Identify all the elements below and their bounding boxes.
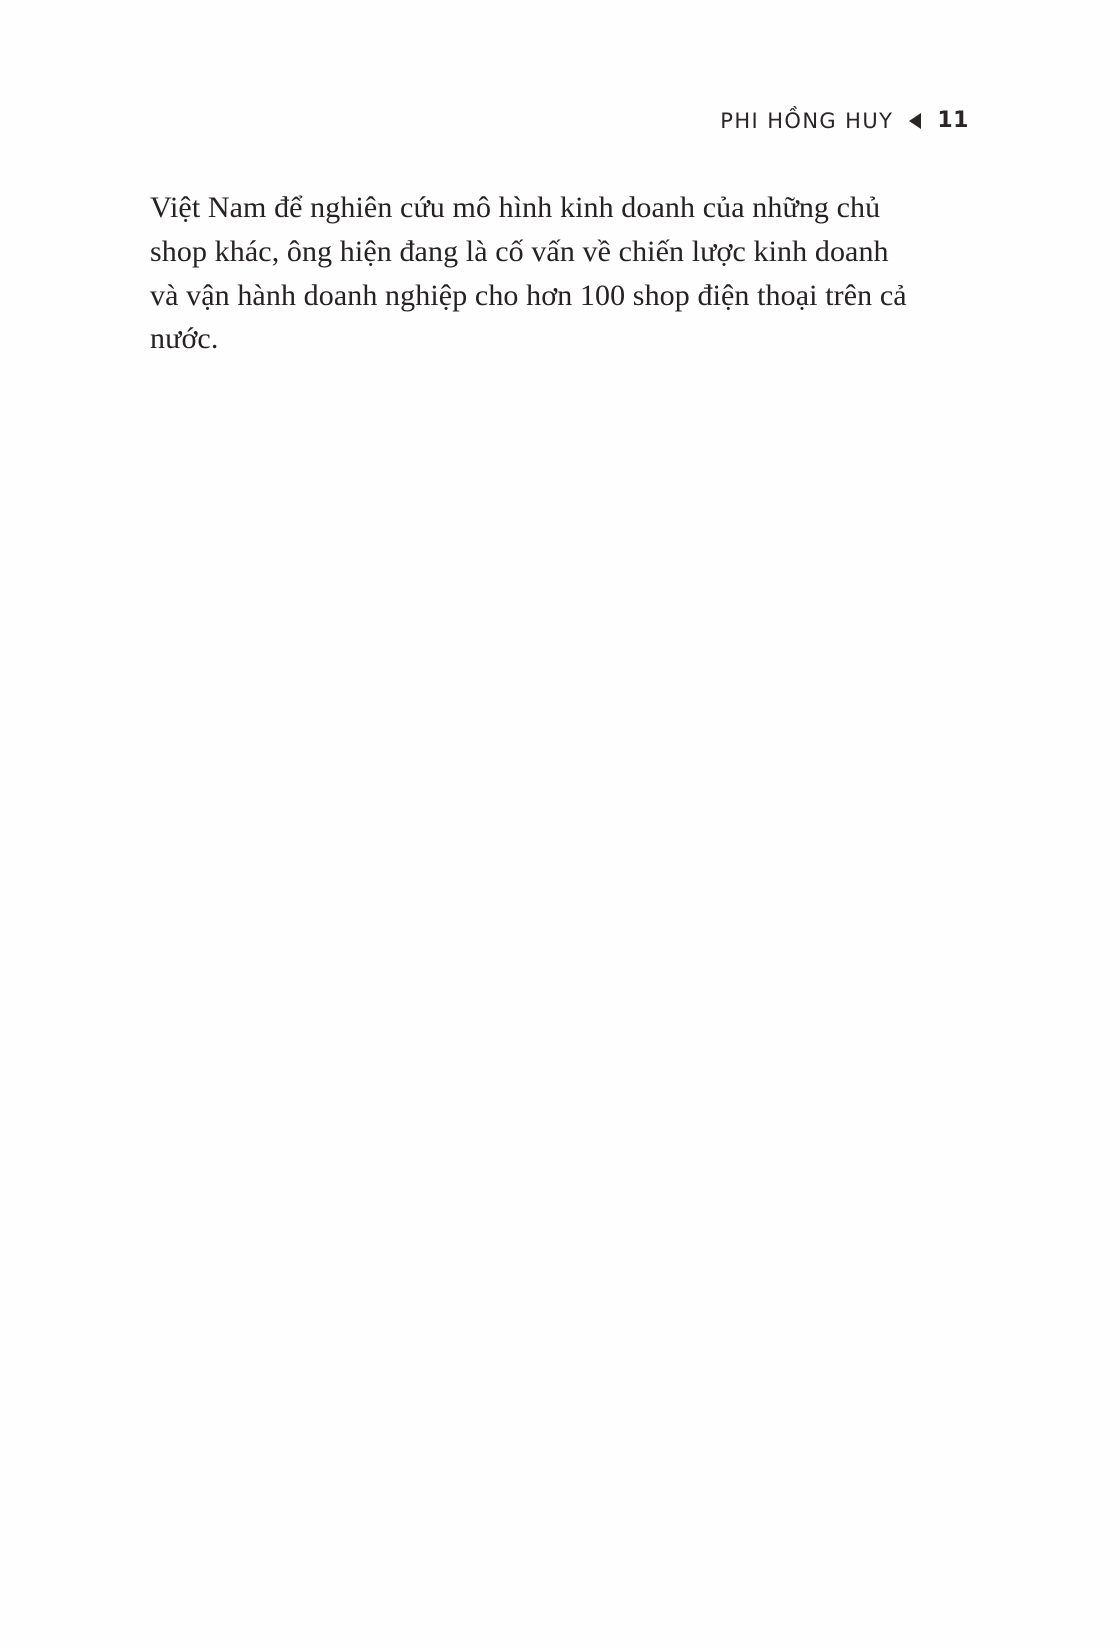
left-triangle-icon: [909, 113, 921, 129]
body-text-block: [150, 186, 910, 361]
paragraph: Việt Nam để nghiên cứu mô hình kinh doanh của những chủ shop khác, ông hiện đang là cố vấn về chiến lược kinh doanh và vận hành doanh nghiệp cho hơn 100 shop điện thoại trên cả nước.: [150, 191, 907, 356]
running-head: [720, 108, 969, 133]
running-head-author: PHI HỒNG HUY: [720, 108, 894, 133]
page-number: 11: [937, 108, 969, 133]
